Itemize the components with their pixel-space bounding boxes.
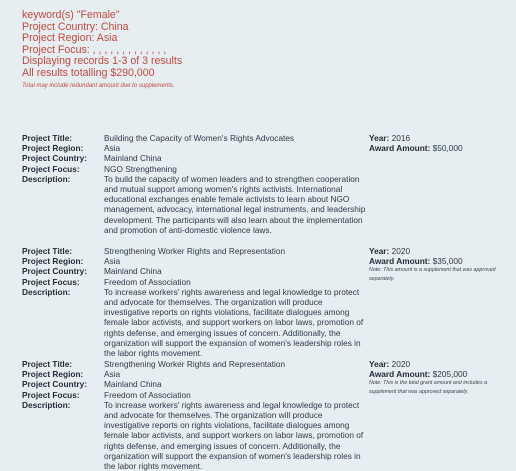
project-focus: NGO Strengthening	[104, 163, 177, 174]
record-award	[369, 133, 509, 153]
year-label: Year:	[369, 246, 390, 256]
focus-label: Project Focus:	[22, 163, 80, 174]
record-labels	[22, 133, 102, 184]
project-focus: Freedom of Association	[104, 389, 191, 400]
project-region: Asia	[104, 369, 121, 380]
summary-keywords: keyword(s) "Female"	[22, 9, 120, 21]
project-country: Mainland China	[104, 153, 162, 164]
focus-label: Project Focus:	[22, 389, 80, 400]
award-note: Note: This is the total grant amount and includes a supplement that was approved separately.	[369, 380, 488, 396]
year-label: Year:	[369, 359, 390, 369]
title-label: Project Title:	[22, 359, 73, 369]
country-label: Project Country:	[22, 153, 87, 164]
year-label: Year:	[369, 133, 390, 143]
title-label: Project Title:	[22, 133, 73, 143]
award-amount: $35,000	[432, 256, 463, 267]
summary-country: Project Country: China	[22, 20, 129, 33]
project-year: 2016	[391, 133, 411, 143]
record-values	[104, 133, 366, 235]
project-country: Mainland China	[104, 266, 162, 277]
project-region: Asia	[104, 256, 121, 267]
award-label: Award Amount:	[369, 256, 431, 267]
project-year: 2020	[391, 246, 411, 256]
project-country: Mainland China	[104, 379, 162, 390]
region-label: Project Region:	[22, 369, 84, 380]
award-note: Note: This amount is a supplement that was approved separately.	[369, 267, 496, 283]
project-title: Strengthening Worker Rights and Representation	[104, 359, 286, 369]
project-description: To build the capacity of women leaders and to strengthen cooperation and mutual support among women's rights activists. International educational exchanges enable female activists to learn about NGO management, advocacy, international legal instruments, and leadership development. The participants will also learn about the implementation and promotion of anti-domestic violence laws.	[104, 173, 366, 235]
summary-displaying: Displaying records 1-3 of 3 results	[22, 55, 183, 68]
record-award	[369, 246, 509, 284]
award-amount: $205,000	[432, 369, 468, 380]
region-label: Project Region:	[22, 256, 84, 267]
award-label: Award Amount:	[369, 143, 431, 154]
focus-label: Project Focus:	[22, 276, 80, 287]
record-award	[369, 359, 509, 397]
project-focus: Freedom of Association	[104, 276, 191, 287]
description-label: Description:	[22, 173, 71, 184]
record-values	[104, 359, 366, 471]
project-year: 2020	[391, 359, 411, 369]
search-summary	[22, 10, 182, 90]
record-values	[104, 246, 366, 358]
country-label: Project Country:	[22, 379, 87, 390]
description-label: Description:	[22, 286, 71, 297]
project-title: Strengthening Worker Rights and Representation	[104, 246, 286, 256]
project-region: Asia	[104, 143, 121, 154]
award-label: Award Amount:	[369, 369, 431, 380]
record-labels	[22, 246, 102, 297]
country-label: Project Country:	[22, 266, 87, 277]
title-label: Project Title:	[22, 246, 73, 256]
award-amount: $50,000	[432, 143, 463, 154]
summary-note: Total may include redundant amount due to supplements.	[22, 82, 175, 89]
record-labels	[22, 359, 102, 410]
project-title: Building the Capacity of Women's Rights Advocates	[104, 133, 295, 143]
project-description: To increase workers' rights awareness and legal knowledge to protect and advocate for themselves. The organization will produce investigative reports on rights violations, facilitate dialogues among female labor activists, and support workers on labor laws, promotion of rights defense, and emerging issues of concern. Additionally, the organization will support the expansion of women's leadership roles in the labor rights movement.	[104, 286, 364, 359]
project-description: To increase workers' rights awareness and legal knowledge to protect and advocate for themselves. The organization will produce investigative reports on rights violations, facilitate dialogues among female labor activists, and support workers on labor laws, promotion of rights defense, and emerging issues of concern. Additionally, the organization will support the expansion of women's leadership roles in the labor rights movement.	[104, 399, 364, 471]
summary-total: All results totalling $290,000	[22, 66, 155, 79]
summary-focus: Project Focus: , , , , , , , , , , , , ,	[22, 43, 167, 56]
region-label: Project Region:	[22, 143, 84, 154]
summary-region: Project Region: Asia	[22, 32, 118, 45]
description-label: Description:	[22, 399, 71, 410]
